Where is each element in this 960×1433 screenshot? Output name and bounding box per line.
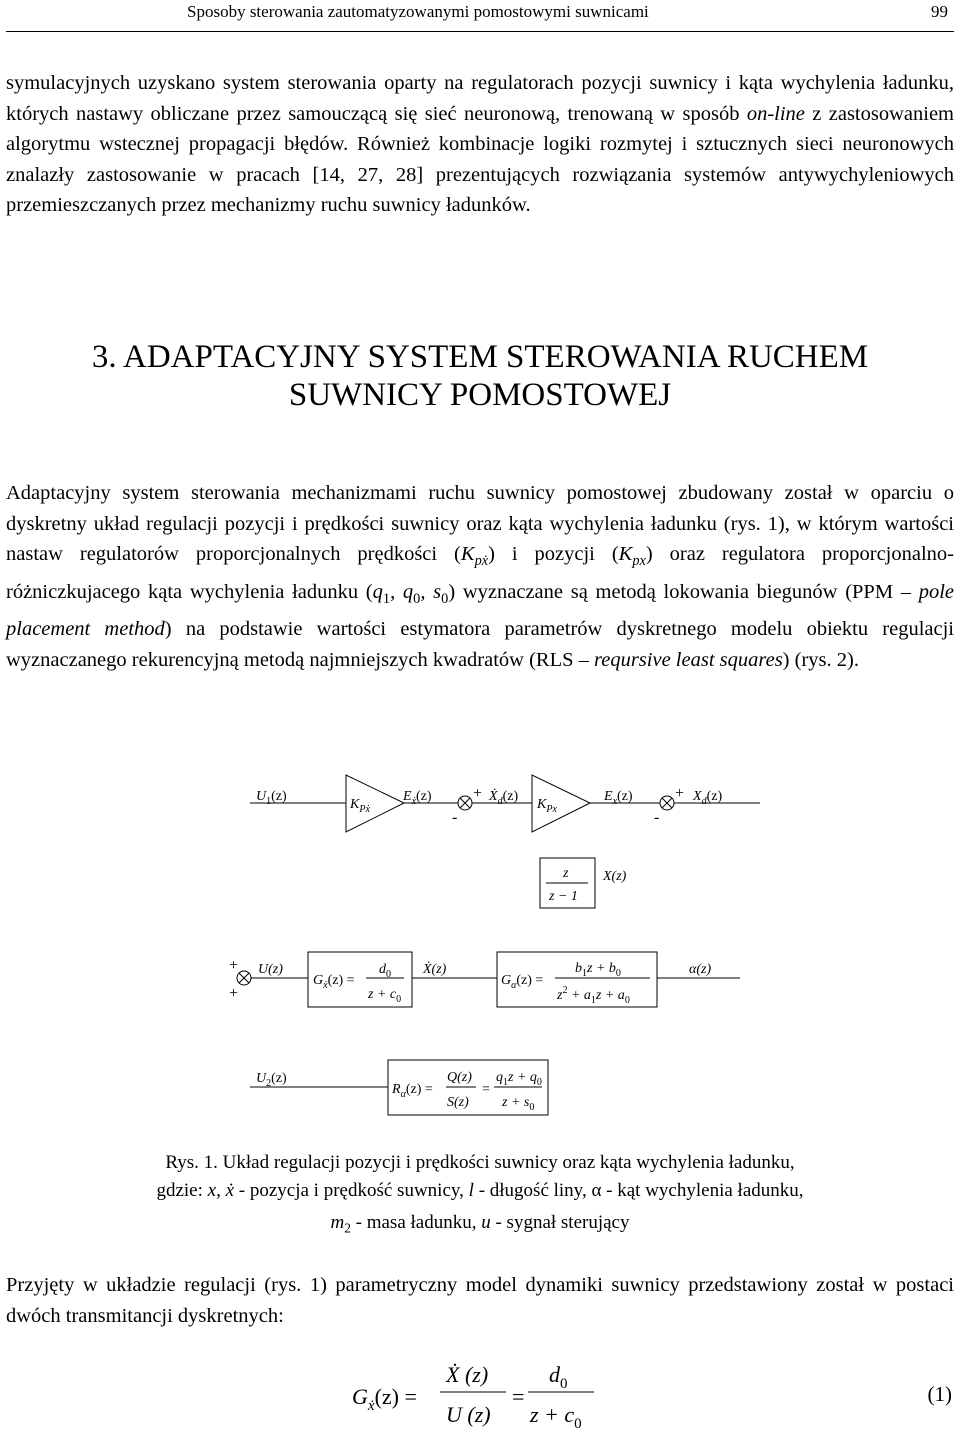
caption-gdzie: gdzie: xyxy=(156,1180,208,1201)
p2-q0-sub: 0 xyxy=(413,590,421,607)
galpha-lhs: $G_\alpha(z)$ = xyxy=(501,973,544,991)
caption-u: u xyxy=(481,1212,491,1233)
section-heading-line2: SUWNICY POMOSTOWEJ xyxy=(288,377,672,413)
eq1-denominator-2: $z + c_0$ xyxy=(530,1402,582,1432)
caption-alpha: α xyxy=(591,1180,602,1201)
label-ex: $E_x(z)$ xyxy=(604,789,633,807)
label-uz: U(z) xyxy=(258,962,283,977)
figure-caption-line2 xyxy=(0,1180,960,1202)
p2-q1: q xyxy=(372,580,383,603)
page-number: 99 xyxy=(931,2,948,21)
gx-denominator: $z + c_0$ xyxy=(368,987,402,1005)
label-exdot: $E_{ẋ}(z)$ xyxy=(403,789,432,807)
sum1-minus: - xyxy=(452,809,458,826)
caption-m-sub: 2 xyxy=(344,1220,351,1236)
p2-q1-sub: 1 xyxy=(382,590,391,607)
caption-position-speed: - pozycja i prędkość suwnicy, xyxy=(234,1180,469,1201)
eq1-denominator-1: U (z) xyxy=(446,1402,491,1427)
p2-q0: q xyxy=(402,580,414,603)
ralpha-qz: Q(z) xyxy=(447,1070,472,1085)
sum2-plus: + xyxy=(675,785,685,802)
paragraph-model: Przyjęty w układzie regulacji (rys. 1) parametryczny model dynamiki suwnicy przedstawiony został w postaci dwóch transmitancji dyskretnych: xyxy=(6,1274,954,1327)
p2-text-c: ) oraz regulatora proporcjonalno-różniczkujacego kąta wychylenia ładunku ( xyxy=(6,543,954,603)
p1-text-c: z zastosowaniem algorytmu wstecznej propagacji błędów. Również kombinacje logiki rozmytej i sztucznych sieci neuronowych znalazły zastosowanie w pracach [14, 27, 28] prezentujących rozwiązania systemów antywychyleniowych przemieszczanych przez mechanizmy ruchu suwnicy ładunków. xyxy=(6,102,954,216)
label-kpx: $K_{Px}$ xyxy=(537,797,557,815)
caption-m: m xyxy=(330,1212,345,1233)
p2-text-a: Adaptacyjny system sterowania mechanizmami ruchu suwnicy pomostowej zbudowany został w oparciu o dyskretny układ regulacji pozycji i prędkości suwnicy oraz kąta wychylenia ładunku (rys. 1), w którym wartości nastaw regulatorów proporcjonalnych prędkości ( xyxy=(6,482,954,565)
p2-text-d: ) wyznaczane są metodą lokowania biegunów (PPM – xyxy=(448,580,919,603)
integrator-denominator: z − 1 xyxy=(549,889,578,904)
ralpha-denominator: $z + s_0$ xyxy=(502,1095,535,1113)
label-xz: X(z) xyxy=(603,869,627,884)
integrator-numerator: z xyxy=(563,866,569,881)
ralpha-eq2: = xyxy=(482,1082,490,1097)
p2-comma-2: , xyxy=(420,580,434,603)
p2-text-b: ) i pozycji ( xyxy=(488,543,619,565)
sum1-plus: + xyxy=(473,785,483,802)
equation-1 xyxy=(0,1350,960,1433)
caption-l: l xyxy=(468,1180,474,1201)
caption-x-xdot: x, ẋ xyxy=(207,1180,235,1201)
p1-text-a: symulacyjnych uzyskano system sterowania oparty na regulatorach pozycji suwnicy i kąta wychylenia ładunku, których nastawy obliczane przez samouczącą się sieć neuronową, trenowaną w sposób xyxy=(6,72,954,125)
section-heading-line1: 3. ADAPTACYJNY SYSTEM STEROWANIA RUCHEM xyxy=(91,339,869,375)
galpha-denominator: $z^2 + a_1z + a_0$ xyxy=(557,985,630,1006)
p2-s0-sub: 0 xyxy=(441,590,449,607)
equation-number: (1) xyxy=(927,1382,952,1406)
p2-k2: K xyxy=(618,543,633,565)
p2-text-ppm: pole placement method xyxy=(6,580,955,641)
p2-k1-sub: pẋ xyxy=(474,553,489,570)
eq1-numerator-2: $d_0$ xyxy=(549,1362,568,1392)
p2-text-h: ) (rys. 2). xyxy=(782,648,859,671)
gx-lhs: $G_{ẋ}(z)$ = xyxy=(313,973,355,991)
sum2-minus: - xyxy=(654,809,660,826)
p2-text-rls: reqursive least squares xyxy=(594,648,783,671)
label-xdotd: $Ẋ_d(z)$ xyxy=(489,789,519,807)
p2-k1: K xyxy=(460,543,475,565)
label-alphaz: α(z) xyxy=(689,962,712,977)
p2-text-f: ) na podstawie wartości estymatora parametrów dyskretnego modelu obiektu regulacji wyznaczanego rekurencyjną metodą najmniejszych kwadratów (RLS – xyxy=(6,618,955,671)
sum3-plus-bottom: + xyxy=(229,985,239,1002)
caption-load-mass: - masa ładunku, xyxy=(350,1212,482,1233)
label-u1: $U_1(z)$ xyxy=(256,789,287,807)
sum3-plus-top: + xyxy=(229,957,239,974)
figure-caption-line1: Rys. 1. Układ regulacji pozycji i prędkości suwnicy oraz kąta wychylenia ładunku, xyxy=(165,1152,795,1173)
caption-swing-angle: - kąt wychylenia ładunku, xyxy=(601,1180,804,1201)
caption-rope-length: - długość liny, xyxy=(473,1180,592,1201)
ralpha-lhs: $R_\alpha(z)$ = xyxy=(392,1082,433,1100)
label-u2: $U_2(z)$ xyxy=(256,1071,287,1089)
p2-comma-1: , xyxy=(390,580,403,603)
p2-s0: s xyxy=(433,580,442,603)
p2-k2-sub: px xyxy=(632,553,646,570)
figure-caption-line3 xyxy=(0,1212,960,1237)
gx-numerator: $d_0$ xyxy=(379,962,391,980)
label-kpxdot: $K_{Pẋ}$ xyxy=(350,797,370,815)
caption-control-signal: - sygnał sterujący xyxy=(490,1212,630,1233)
running-title: Sposoby sterowania zautomatyzowanymi pomostowymi suwnicami xyxy=(187,2,649,21)
eq1-numerator-1: Ẋ (z) xyxy=(446,1362,489,1387)
label-xd: $X_d(z)$ xyxy=(693,789,723,807)
p1-text-online: on-line xyxy=(746,102,805,125)
label-xdotz: Ẋ(z) xyxy=(423,962,447,977)
ralpha-sz: S(z) xyxy=(447,1095,469,1110)
galpha-numerator: $b_1z + b_0$ xyxy=(575,961,621,979)
eq1-lhs: $G_ẋ(z)$ = xyxy=(352,1384,417,1414)
eq1-equals: = xyxy=(512,1384,525,1409)
ralpha-numerator: $q_1z + q_0$ xyxy=(496,1070,542,1088)
